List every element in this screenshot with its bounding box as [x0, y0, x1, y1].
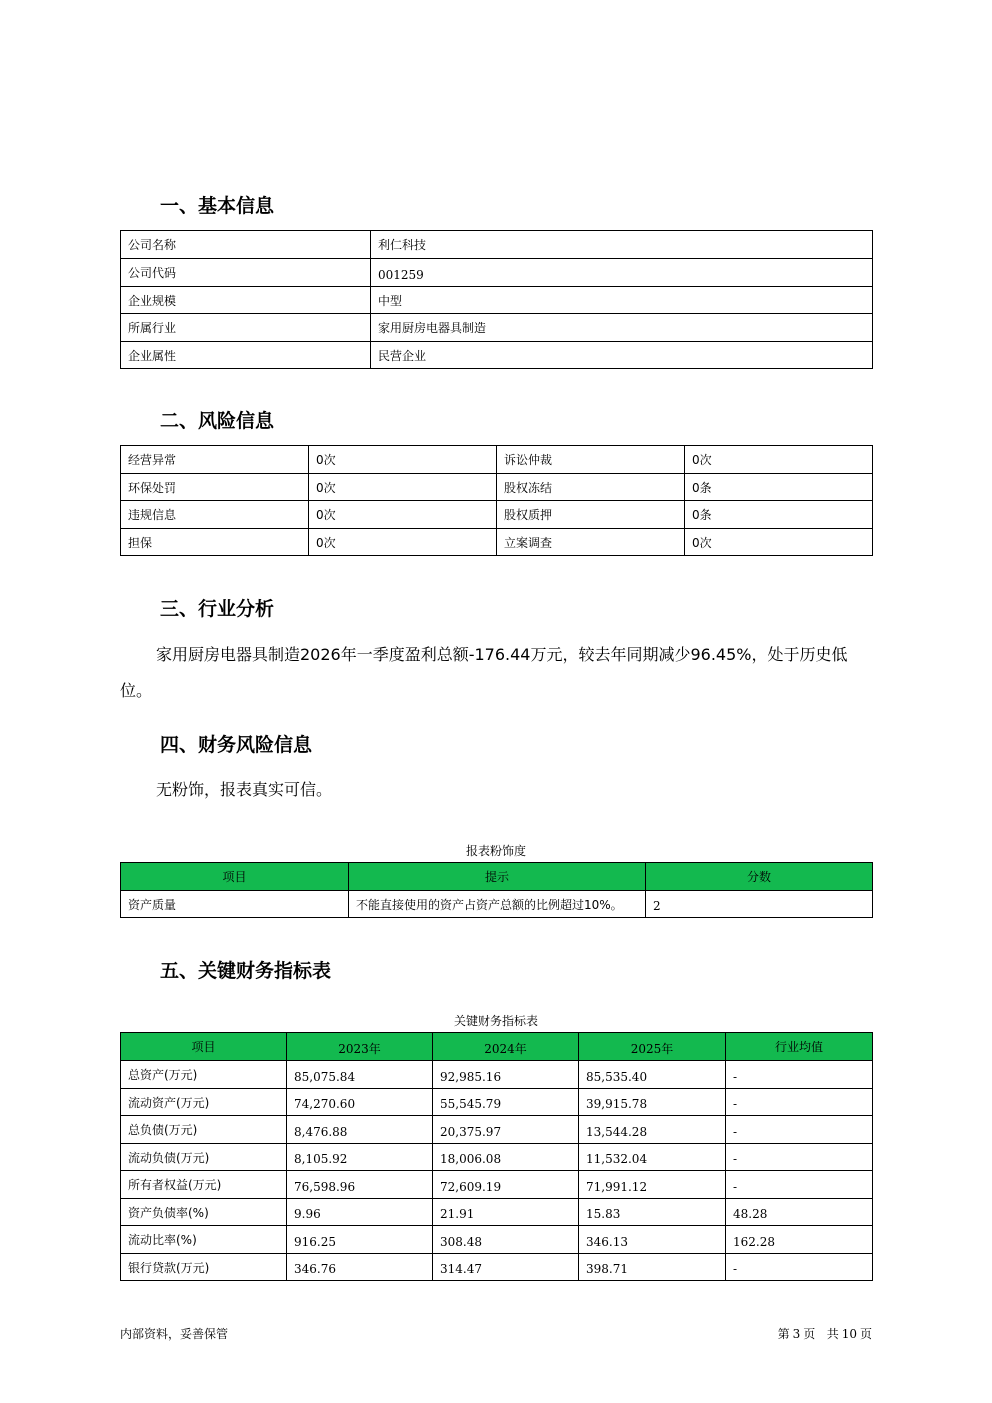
footer-confidential-note: 内部资料，妥善保管 — [120, 1327, 229, 1341]
risk-value: 0次 — [309, 474, 497, 501]
value-cell: 15.83 — [579, 1199, 726, 1226]
table-row — [121, 1089, 873, 1116]
value-cell: 71,991.12 — [579, 1171, 726, 1199]
column-header: 行业均值 — [726, 1033, 873, 1061]
value-cell: 8,476.88 — [287, 1116, 433, 1144]
metric-name: 总负债(万元) — [121, 1116, 287, 1144]
value-cell: 55,545.79 — [433, 1089, 579, 1116]
metric-name: 流动比率(%) — [121, 1226, 287, 1254]
risk-label: 担保 — [121, 529, 309, 556]
table-row — [121, 259, 873, 287]
basic-info-label: 公司代码 — [121, 259, 371, 287]
value-cell: 20,375.97 — [433, 1116, 579, 1144]
value-cell: 162.28 — [726, 1226, 873, 1254]
value-cell: - — [726, 1254, 873, 1281]
table-row — [121, 287, 873, 314]
risk-value: 0次 — [309, 501, 497, 529]
section-title-risk-info: 二、风险信息 — [160, 410, 275, 432]
key-financial-table — [120, 1032, 873, 1281]
table-row — [121, 474, 873, 501]
value-cell: 76,598.96 — [287, 1171, 433, 1199]
risk-label: 经营异常 — [121, 446, 309, 474]
risk-value: 0次 — [309, 529, 497, 556]
section-title-financial-risk: 四、财务风险信息 — [160, 734, 313, 756]
value-cell: 21.91 — [433, 1199, 579, 1226]
industry-analysis-text: 家用厨房电器具制造2026年一季度盈利总额-176.44万元，较去年同期减少96.45%，处于历史低位。 — [120, 645, 848, 700]
value-cell: 916.25 — [287, 1226, 433, 1254]
basic-info-value: 利仁科技 — [371, 231, 873, 259]
risk-value: 0条 — [685, 501, 873, 529]
value-cell: 72,609.19 — [433, 1171, 579, 1199]
table-row — [121, 1061, 873, 1089]
table-row — [121, 891, 873, 918]
metric-name: 银行贷款(万元) — [121, 1254, 287, 1281]
column-header: 提示 — [349, 863, 646, 891]
current-page-number: 3 — [792, 1327, 801, 1341]
basic-info-label: 企业规模 — [121, 287, 371, 314]
section-title-basic-info: 一、基本信息 — [160, 195, 275, 217]
page-mid: 页 — [803, 1327, 816, 1341]
risk-label: 股权质押 — [497, 501, 685, 529]
total-suffix: 页 — [859, 1327, 872, 1341]
section-title-key-financials: 五、关键财务指标表 — [160, 960, 332, 982]
basic-info-value: 中型 — [371, 287, 873, 314]
table-row — [121, 1254, 873, 1281]
basic-info-label: 企业属性 — [121, 342, 371, 369]
basic-info-label: 所属行业 — [121, 314, 371, 342]
risk-label: 环保处罚 — [121, 474, 309, 501]
metric-name: 流动负债(万元) — [121, 1144, 287, 1171]
metric-name: 所有者权益(万元) — [121, 1171, 287, 1199]
decoration-table-caption: 报表粉饰度 — [465, 844, 526, 858]
basic-info-table — [120, 230, 873, 369]
column-header: 分数 — [646, 863, 873, 891]
table-row — [121, 314, 873, 342]
value-cell: 308.48 — [433, 1226, 579, 1254]
item-cell: 资产质量 — [121, 891, 349, 918]
column-header: 2025年 — [579, 1033, 726, 1061]
metric-name: 资产负债率(%) — [121, 1199, 287, 1226]
value-cell: 74,270.60 — [287, 1089, 433, 1116]
section-title-industry-analysis: 三、行业分析 — [160, 598, 275, 620]
value-cell: 85,075.84 — [287, 1061, 433, 1089]
table-row — [121, 231, 873, 259]
page-prefix: 第 — [777, 1327, 790, 1341]
risk-label: 立案调查 — [497, 529, 685, 556]
footer-page-number — [778, 1325, 872, 1342]
table-row — [121, 1199, 873, 1226]
value-cell: - — [726, 1171, 873, 1199]
value-cell: 398.71 — [579, 1254, 726, 1281]
table-header-row — [121, 1033, 873, 1061]
table-row — [121, 529, 873, 556]
table-row — [121, 1144, 873, 1171]
key-table-caption: 关键财务指标表 — [453, 1014, 538, 1028]
risk-label: 违规信息 — [121, 501, 309, 529]
table-row — [121, 1171, 873, 1199]
total-prefix: 共 — [826, 1327, 839, 1341]
risk-value: 0次 — [685, 446, 873, 474]
decoration-table — [120, 862, 873, 918]
table-row — [121, 1226, 873, 1254]
value-cell: - — [726, 1089, 873, 1116]
value-cell: 346.76 — [287, 1254, 433, 1281]
financial-risk-text: 无粉饰，报表真实可信。 — [156, 780, 333, 799]
column-header: 2023年 — [287, 1033, 433, 1061]
risk-label: 诉讼仲裁 — [497, 446, 685, 474]
value-cell: 11,532.04 — [579, 1144, 726, 1171]
metric-name: 总资产(万元) — [121, 1061, 287, 1089]
value-cell: 48.28 — [726, 1199, 873, 1226]
risk-label: 股权冻结 — [497, 474, 685, 501]
risk-value: 0次 — [685, 529, 873, 556]
value-cell: 13,544.28 — [579, 1116, 726, 1144]
basic-info-value: 001259 — [371, 259, 873, 287]
risk-value: 0条 — [685, 474, 873, 501]
column-header: 2024年 — [433, 1033, 579, 1061]
risk-info-table — [120, 445, 873, 556]
value-cell: 9.96 — [287, 1199, 433, 1226]
table-header-row — [121, 863, 873, 891]
score-cell: 2 — [646, 891, 873, 918]
total-page-number: 10 — [841, 1327, 857, 1341]
column-header: 项目 — [121, 863, 349, 891]
value-cell: 85,535.40 — [579, 1061, 726, 1089]
basic-info-value: 家用厨房电器具制造 — [371, 314, 873, 342]
risk-value: 0次 — [309, 446, 497, 474]
hint-cell: 不能直接使用的资产占资产总额的比例超过10%。 — [349, 891, 646, 918]
table-row — [121, 501, 873, 529]
value-cell: 8,105.92 — [287, 1144, 433, 1171]
basic-info-label: 公司名称 — [121, 231, 371, 259]
table-row — [121, 1116, 873, 1144]
metric-name: 流动资产(万元) — [121, 1089, 287, 1116]
value-cell: 92,985.16 — [433, 1061, 579, 1089]
value-cell: 39,915.78 — [579, 1089, 726, 1116]
basic-info-value: 民营企业 — [371, 342, 873, 369]
value-cell: - — [726, 1061, 873, 1089]
value-cell: 18,006.08 — [433, 1144, 579, 1171]
value-cell: - — [726, 1116, 873, 1144]
value-cell: 314.47 — [433, 1254, 579, 1281]
value-cell: - — [726, 1144, 873, 1171]
value-cell: 346.13 — [579, 1226, 726, 1254]
table-row — [121, 342, 873, 369]
column-header: 项目 — [121, 1033, 287, 1061]
table-row — [121, 446, 873, 474]
